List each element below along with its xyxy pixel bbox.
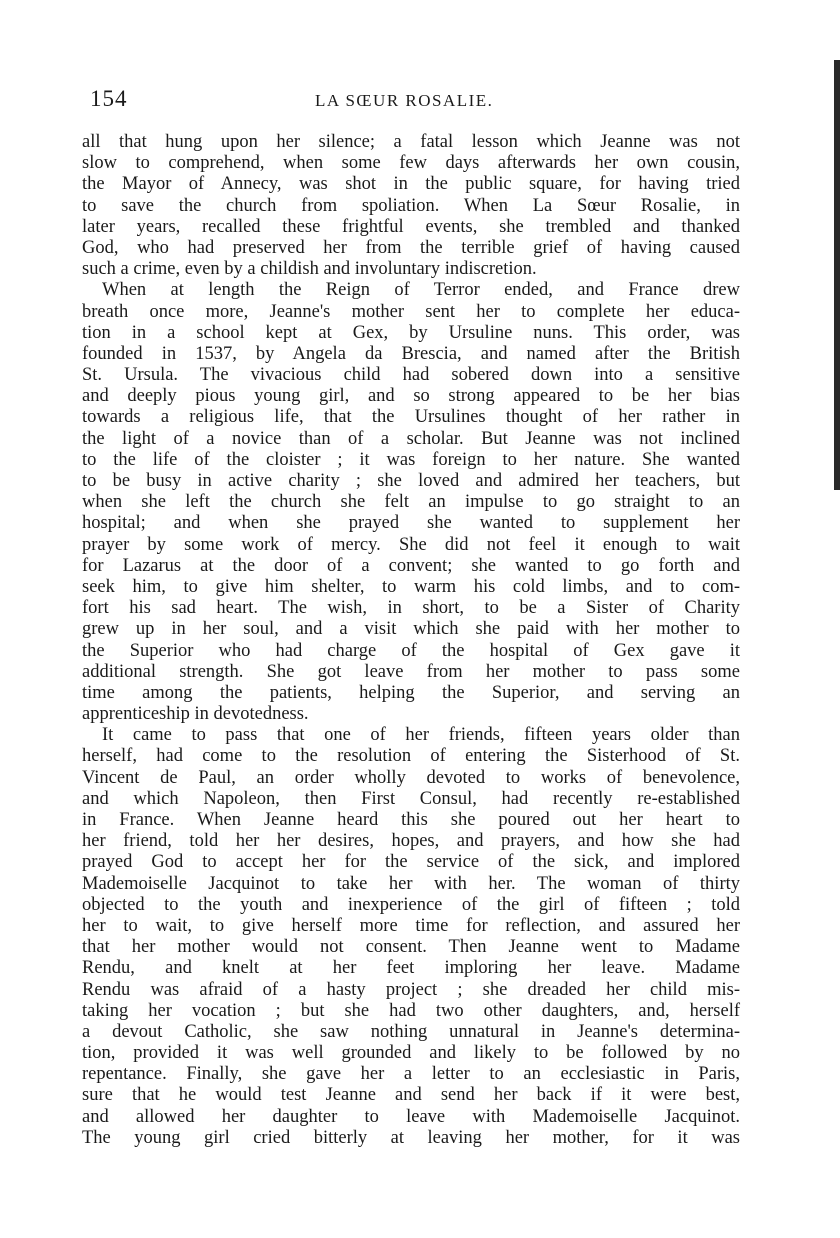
text-line: repentance. Finally, she gave her a letter to an ecclesiastic in Paris, [82, 1064, 740, 1085]
text-line: herself, had come to the resolution of entering the Sisterhood of St. [82, 746, 740, 767]
text-line: and allowed her daughter to leave with Mademoiselle Jacquinot. [82, 1106, 740, 1127]
text-line: towards a religious life, that the Ursulines thought of her rather in [82, 407, 740, 428]
text-line: for Lazarus at the door of a convent; she wanted to go forth and [82, 555, 740, 576]
text-line: fort his sad heart. The wish, in short, to be a Sister of Charity [82, 598, 740, 619]
text-line: her friend, told her her desires, hopes, and prayers, and how she had [82, 831, 740, 852]
running-title: LA SŒUR ROSALIE. [315, 91, 494, 110]
text-line: Vincent de Paul, an order wholly devoted to works of benevolence, [82, 767, 740, 788]
text-line: breath once more, Jeanne's mother sent her to complete her educa- [82, 301, 740, 322]
text-line: God, who had preserved her from the terrible grief of having caused [82, 237, 740, 258]
text-line: The young girl cried bitterly at leaving her mother, for it was [82, 1127, 740, 1148]
text-line: sure that he would test Jeanne and send her back if it were best, [82, 1085, 740, 1106]
text-line: the light of a novice than of a scholar. But Jeanne was not inclined [82, 428, 740, 449]
text-line: seek him, to give him shelter, to warm his cold limbs, and to com- [82, 576, 740, 597]
text-line: her to wait, to give herself more time for reflection, and assured her [82, 915, 740, 936]
text-line: apprenticeship in devotedness. [82, 704, 309, 725]
text-line: Rendu, and knelt at her feet imploring her leave. Madame [82, 958, 740, 979]
text-line: time among the patients, helping the Superior, and serving an [82, 682, 740, 703]
text-line: to the life of the cloister ; it was foreign to her nature. She wanted [82, 449, 740, 470]
text-line: grew up in her soul, and a visit which she paid with her mother to [82, 619, 740, 640]
body-text [82, 132, 742, 1149]
text-line: in France. When Jeanne heard this she poured out her heart to [82, 810, 740, 830]
text-line: tion, provided it was well grounded and likely to be followed by no [82, 1043, 740, 1064]
paragraph-start-line: When at length the Reign of Terror ended, and France drew [102, 280, 740, 301]
text-line: tion in a school kept at Gex, by Ursuline nuns. This order, was [82, 322, 740, 343]
page-header [90, 86, 740, 114]
text-line: later years, recalled these frightful events, she trembled and thanked [82, 216, 740, 237]
paragraph-start-line: It came to pass that one of her friends, fifteen years older than [102, 725, 740, 746]
text-line: a devout Catholic, she saw nothing unnatural in Jeanne's determina- [82, 1021, 740, 1042]
text-line: slow to comprehend, when some few days afterwards her own cousin, [82, 153, 740, 174]
text-line: when she left the church she felt an impulse to go straight to an [82, 492, 740, 513]
text-line: the Superior who had charge of the hospital of Gex gave it [82, 640, 740, 661]
text-line: and which Napoleon, then First Consul, had recently re-established [82, 788, 740, 809]
text-line: St. Ursula. The vivacious child had sobered down into a sensitive [82, 365, 740, 386]
page-number: 154 [90, 86, 128, 111]
text-line: hospital; and when she prayed she wanted to supplement her [82, 513, 740, 534]
text-line: prayed God to accept her for the service of the sick, and implored [82, 852, 740, 873]
text-line: all that hung upon her silence; a fatal lesson which Jeanne was not [82, 132, 740, 152]
text-line: taking her vocation ; but she had two other daughters, and, herself [82, 1000, 740, 1021]
text-line: that her mother would not consent. Then Jeanne went to Madame [82, 937, 740, 958]
text-line: to be busy in active charity ; she loved and admired her teachers, but [82, 471, 740, 491]
text-line: the Mayor of Annecy, was shot in the public square, for having tried [82, 174, 740, 195]
text-line: prayer by some work of mercy. She did not feel it enough to wait [82, 534, 740, 555]
text-line: objected to the youth and inexperience of the girl of fifteen ; told [82, 894, 740, 915]
text-line: Rendu was afraid of a hasty project ; she dreaded her child mis- [82, 979, 740, 1000]
text-line: Mademoiselle Jacquinot to take her with her. The woman of thirty [82, 873, 740, 894]
text-line: founded in 1537, by Angela da Brescia, and named after the British [82, 343, 740, 364]
page-edge-rule [834, 60, 840, 490]
text-line: to save the church from spoliation. When La Sœur Rosalie, in [82, 195, 740, 216]
text-line: such a crime, even by a childish and involuntary indiscretion. [82, 259, 537, 280]
text-line: additional strength. She got leave from her mother to pass some [82, 661, 740, 682]
text-line: and deeply pious young girl, and so strong appeared to be her bias [82, 386, 740, 407]
